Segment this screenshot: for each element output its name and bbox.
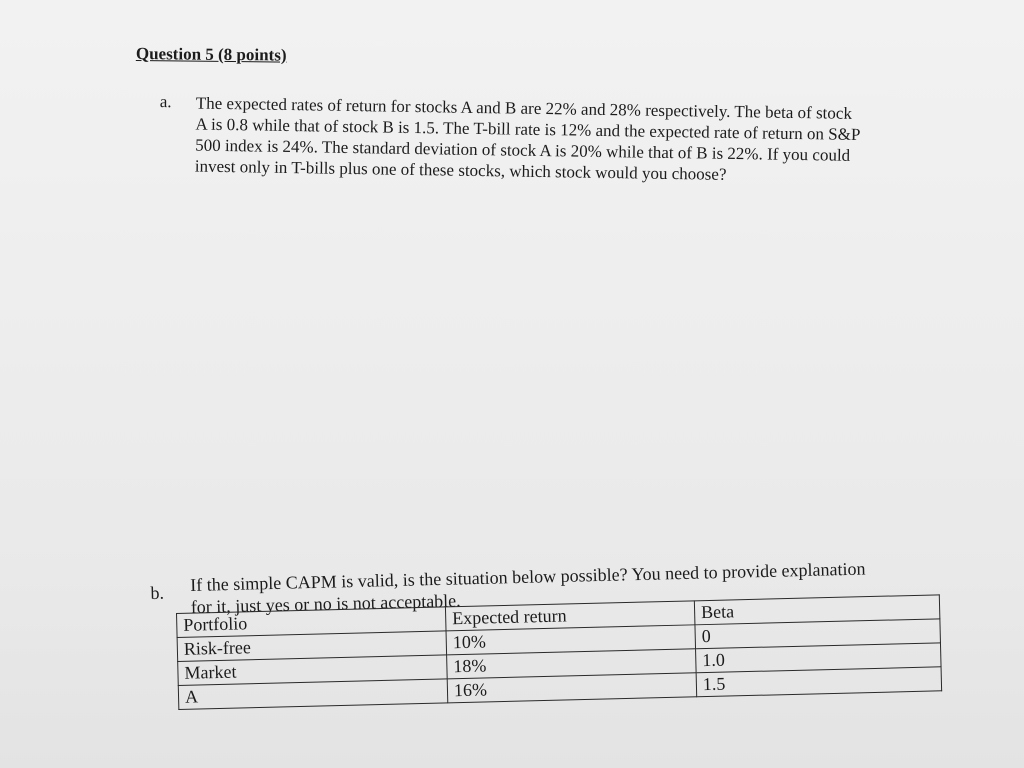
cell-portfolio: Market [178, 655, 448, 686]
question-heading: Question 5 (8 points) [135, 44, 287, 65]
cell-expected-return: 10% [446, 625, 696, 655]
cell-portfolio: Risk-free [177, 631, 447, 662]
header-expected-return: Expected return [445, 601, 695, 631]
capm-table [176, 594, 942, 710]
cell-beta: 0 [695, 619, 941, 649]
part-a-text: The expected rates of return for stocks A and B are 22% and 28% respectively. The beta of stock A is 0.8 while that of stock B is 1.5. The T-bill rate is 12% and the expected rate of return on S&P 500 index is 24%. The standard deviation of stock A is 20% while that of B is 22%. If you could invest only in T-bills plus one of these stocks, which stock would you choose? [194, 93, 860, 184]
part-b-text: If the simple CAPM is valid, is the situation below possible? You need to provide explanation for it, just yes or no is not acceptable. [190, 558, 866, 618]
cell-beta: 1.0 [696, 643, 942, 673]
part-b-marker: b. [150, 582, 165, 603]
question-part-a [159, 92, 860, 184]
part-a-marker: a. [159, 92, 172, 112]
cell-expected-return: 16% [447, 673, 697, 703]
cell-beta: 1.5 [696, 667, 942, 697]
capm-table-wrapper [176, 594, 942, 710]
header-beta: Beta [694, 595, 940, 625]
header-portfolio: Portfolio [177, 607, 447, 638]
cell-portfolio: A [178, 679, 448, 710]
cell-expected-return: 18% [447, 649, 697, 679]
